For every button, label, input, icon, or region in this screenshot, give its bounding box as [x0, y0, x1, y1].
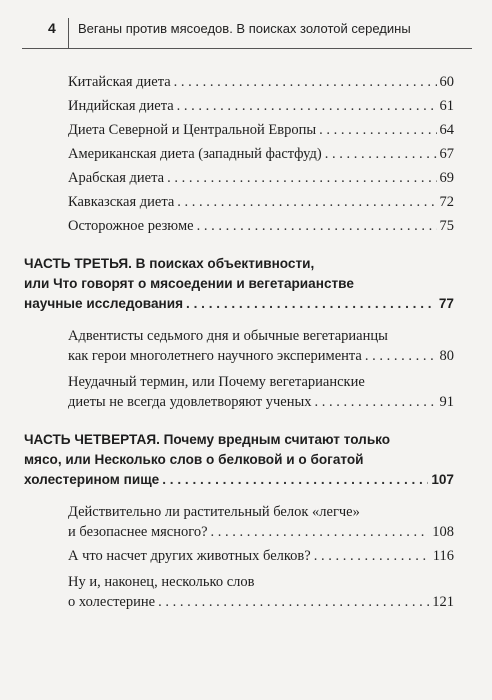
toc-entry[interactable]	[68, 216, 454, 236]
toc-entry-page: 61	[439, 98, 454, 114]
toc-entry-page: 72	[439, 194, 454, 210]
toc-entry-page: 60	[439, 74, 454, 90]
toc-entry[interactable]	[68, 572, 454, 612]
toc-entry-page: 67	[439, 146, 454, 162]
toc-entry-title: Американская диета (западный фастфуд)	[68, 146, 322, 162]
part-title-line: холестерином пище	[24, 472, 160, 487]
toc-entry[interactable]	[68, 168, 454, 188]
dot-leader	[158, 592, 429, 612]
dot-leader	[211, 522, 430, 542]
toc-entry[interactable]	[68, 546, 454, 566]
part-title-line: или Что говорят о мясоедении и вегетарианстве	[24, 276, 354, 291]
toc-entry-title: Действительно ли растительный белок «легче»	[68, 504, 360, 520]
part-title-line: ЧАСТЬ ТРЕТЬЯ. В поисках объективности,	[24, 256, 315, 271]
toc-entry[interactable]	[68, 372, 454, 412]
toc-entry-title: Индийская диета	[68, 98, 174, 114]
dot-leader	[174, 72, 437, 92]
page-header	[22, 16, 472, 49]
toc-entry-title: Арабская диета	[68, 170, 165, 186]
toc-entry-title: Адвентисты седьмого дня и обычные вегетарианцы	[68, 328, 388, 344]
running-title: Веганы против мясоедов. В поисках золотой середины	[78, 21, 411, 36]
toc-entry-page: 64	[439, 122, 454, 138]
toc-entry-page: 69	[439, 170, 454, 186]
toc-entry-page: 116	[432, 548, 454, 564]
toc-entry-title: и безопаснее мясного?	[68, 524, 208, 540]
toc-entry-title: Китайская диета	[68, 74, 171, 90]
toc-entry-page: 108	[432, 524, 454, 540]
part-title-line: ЧАСТЬ ЧЕТВЕРТАЯ. Почему вредным считают только	[24, 432, 391, 447]
toc-entry[interactable]	[68, 144, 454, 164]
toc-part-page: 77	[438, 296, 454, 311]
toc-entry-title: Неудачный термин, или Почему вегетарианские	[68, 374, 365, 390]
dot-leader	[314, 546, 430, 566]
toc-entry-title: диеты не всегда удовлетворяют ученых	[68, 394, 312, 410]
header-divider	[68, 18, 69, 48]
toc-entry[interactable]	[68, 502, 454, 542]
dot-leader	[162, 470, 428, 490]
toc-entry[interactable]	[68, 192, 454, 212]
dot-leader	[365, 346, 437, 366]
dot-leader	[186, 294, 436, 314]
page-number: 4	[48, 20, 56, 36]
dot-leader	[177, 96, 437, 116]
toc-part-page: 107	[431, 472, 454, 487]
toc-entry-title: как герои многолетнего научного эксперимента	[68, 348, 362, 364]
dot-leader	[197, 216, 437, 236]
toc-entry-title: А что насчет других животных белков?	[68, 548, 311, 564]
dot-leader	[325, 144, 437, 164]
toc-entry-page: 80	[439, 348, 454, 364]
dot-leader	[177, 192, 436, 212]
toc-entry-page: 121	[432, 594, 454, 610]
toc-entry[interactable]	[68, 120, 454, 140]
dot-leader	[167, 168, 436, 188]
dot-leader	[314, 392, 436, 412]
toc-entry-page: 91	[439, 394, 454, 410]
part-title-line: научные исследования	[24, 296, 184, 311]
toc-entry[interactable]	[68, 72, 454, 92]
toc-entry-title: Кавказская диета	[68, 194, 175, 210]
toc-entry-title: Осторожное резюме	[68, 218, 194, 234]
dot-leader	[319, 120, 436, 140]
part-title-line: мясо, или Несколько слов о белковой и о богатой	[24, 452, 364, 467]
toc-entry-title: о холестерине	[68, 594, 156, 610]
toc-part-three[interactable]	[24, 254, 454, 314]
toc-entry[interactable]	[68, 326, 454, 366]
toc-entry-title: Диета Северной и Центральной Европы	[68, 122, 317, 138]
toc-entry-title: Ну и, наконец, несколько слов	[68, 574, 255, 590]
toc-part-four[interactable]	[24, 430, 454, 490]
toc-entry[interactable]	[68, 96, 454, 116]
toc-entry-page: 75	[439, 218, 454, 234]
table-of-contents	[24, 72, 454, 616]
